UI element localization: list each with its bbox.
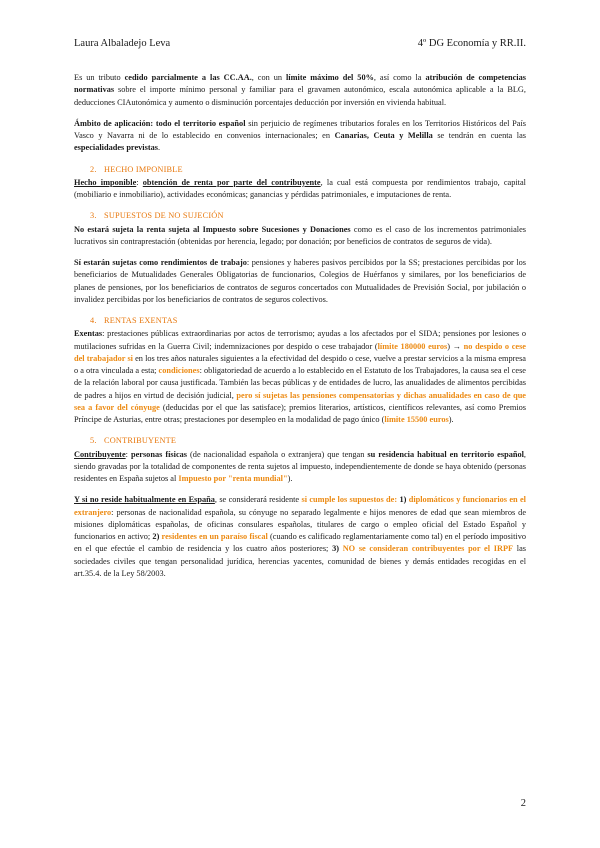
bold-text: Contribuyente bbox=[74, 449, 126, 459]
text-run: : prestaciones públicas extraordinarias por actos de terrorismo; ayudas a los afectados por el SIDA; pensiones por lesiones o mutilaciones sufridas en la Guerra Civil; indemnizaciones por despido o cese trabajador ( bbox=[74, 329, 526, 351]
section-number: 4. bbox=[90, 316, 97, 325]
text-run: , la cual está compuesta por rendimientos trabajo, capital (mobiliario e inmobiliario), actividades económicas; ganancias y pérdidas patrimoniales, e imputaciones de renta. bbox=[74, 177, 526, 199]
paragraph-cesion bbox=[74, 72, 526, 109]
highlight-text: Impuesto por "renta mundial" bbox=[178, 474, 288, 483]
bold-text: Exentas bbox=[74, 329, 103, 339]
bold-text: su residencia habitual en territorio español bbox=[367, 449, 524, 459]
document-body bbox=[74, 72, 526, 589]
text-run: : obligatoriedad de acuerdo a lo establecido en el Estatuto de los Trabajadores, la causa sea el cese de la relación laboral por causa justificada. También las becas públicas y de entidades de lucro, las anualidades de alimentos percibidas de padres a hijos en virtud de decisión judicial, bbox=[74, 366, 526, 400]
section-title: SUPUESTOS DE NO SUJECIÓN bbox=[104, 211, 224, 221]
section-heading-hecho-imponible bbox=[74, 164, 526, 176]
bold-text: Ámbito de aplicación: todo el territorio español bbox=[74, 118, 246, 128]
section-number: 2. bbox=[90, 164, 97, 174]
bold-text: obtención de renta por parte del contribuyente bbox=[142, 177, 321, 187]
bold-text: 2) bbox=[152, 532, 160, 541]
page-header bbox=[74, 38, 526, 49]
text-run: : pensiones y haberes pasivos percibidos por la SS; prestaciones percibidas por los beneficiarios de Mutualidades Generales Obligatorias de funcionarios, Colegios de Huérfanos y similares, por los beneficiarios de planes de pensiones, por los beneficiarios de contratos de seguros concertados con Mutualidades de Previsión Social, por jubilación o invalidez percibidas por los beneficiarios de contratos de seguros colectivos. bbox=[74, 258, 527, 304]
text-run: (cuando es calificado reglamentariamente como tal) en el período impositivo en el que efectúe el cambio de residencia y los cuatro años posteriores; bbox=[74, 532, 526, 554]
paragraph-no-sujeta bbox=[74, 224, 526, 249]
text-run: sin perjuicio de regímenes tributarios forales en los Territorios Históricos del País Vasco y Navarra ni de lo establecido en convenios internacionales; en bbox=[74, 118, 526, 140]
text-run: sobre el importe mínimo personal y familiar para el gravamen autonómico, escala autonómica aplicable a la BLG, deducciones CIAutonómica y aumento o disminución porcentajes deducción por inversión en vivienda habitual. bbox=[74, 85, 526, 107]
text-run: (deducidas por el que las satisface); premios literarios, artísticos, científicos relevantes, así como Premios Príncipe de Asturias, entre otras; prestaciones por desempleo en la modalidad de pago único ( bbox=[74, 402, 527, 424]
paragraph-si-sujetas bbox=[74, 257, 526, 306]
text-run: , siendo gravadas por la totalidad de componentes de renta sujetos al impuesto, independientemente de donde se haya obtenido (personas residentes en España sujetos al bbox=[74, 449, 526, 483]
text-run: se tendrán en cuenta las bbox=[432, 131, 526, 140]
text-run: , con un bbox=[251, 73, 286, 82]
highlight-text: límite 180000 euros bbox=[377, 341, 448, 351]
paragraph-contribuyente bbox=[74, 449, 526, 486]
highlight-text: pero sí sujetas las pensiones compensatorias y dichas anualidades en caso de que sea a favor del cónyuge bbox=[74, 390, 526, 412]
section-title: CONTRIBUYENTE bbox=[104, 436, 177, 446]
highlight-text: condiciones bbox=[158, 366, 200, 375]
highlight-text: diplomáticos y funcionarios en el extranjero bbox=[74, 495, 526, 517]
text-run: en los tres años naturales siguientes a la efectividad del despido o cese, vuelve a prestar servicios a la misma empresa o a otra vinculada a esta; bbox=[74, 353, 526, 375]
text-run: las sociedades civiles que tengan personalidad jurídica, herencias yacentes, comunidad de bienes y demás entidades recogidas en el art.35.4. de la Ley 58/2003. bbox=[74, 544, 526, 578]
text-run: , se considerará residente bbox=[214, 495, 302, 505]
section-heading-no-sujecion bbox=[74, 210, 526, 222]
text-run: ). bbox=[448, 415, 454, 424]
highlight-text: no despido o cese del trabajador si bbox=[74, 341, 526, 363]
text-run: como es el caso de los incrementos patrimoniales lucrativos sin contraprestación (obtenidas por herencia, legado; por donación; por beneficios de contratos de seguros de vida). bbox=[74, 224, 527, 246]
bold-text: atribución de competencias normativas bbox=[74, 73, 526, 95]
paragraph-residencia bbox=[74, 494, 526, 580]
course-name: 4º DG Economía y RR.II. bbox=[417, 38, 526, 49]
highlight-text: límite 15500 euros bbox=[384, 415, 449, 424]
paragraph-hecho-imponible bbox=[74, 177, 526, 202]
text-run: , así como la bbox=[373, 73, 426, 82]
bold-text: Sí estarán sujetas como rendimientos de trabajo bbox=[74, 258, 247, 267]
bold-text: límite máximo del 50% bbox=[286, 73, 374, 82]
bold-text: Y si no reside habitualmente en España bbox=[74, 495, 215, 505]
highlight-text: si cumple los supuestos de: bbox=[301, 495, 398, 505]
text-run: : personas de nacionalidad española, su cónyuge no separado legalmente e hijos menores de edad que sean miembros de misiones diplomáticas españolas, de oficinas consulares españolas, titulares de cargo o empleo oficial del Estado Español y funcionarios en activo; bbox=[74, 507, 526, 541]
text-run: (de nacionalidad española o extranjera) que tengan bbox=[187, 449, 368, 459]
section-heading-contribuyente bbox=[74, 435, 526, 447]
bold-text: 1) bbox=[397, 495, 409, 505]
bold-text: No estará sujeta la renta sujeta al Impuesto sobre Sucesiones y Donaciones bbox=[74, 224, 351, 234]
section-title: HECHO IMPONIBLE bbox=[104, 164, 183, 174]
author-name: Laura Albaladejo Leva bbox=[74, 38, 171, 49]
section-number: 5. bbox=[90, 436, 97, 446]
section-number: 3. bbox=[90, 211, 97, 221]
paragraph-ambito bbox=[74, 118, 526, 155]
text-run: Es un tributo bbox=[74, 73, 125, 82]
highlight-text: residentes en un paraíso fiscal bbox=[161, 532, 268, 541]
page-number: 2 bbox=[520, 798, 526, 809]
text-run: ). bbox=[287, 474, 293, 483]
section-title: RENTAS EXENTAS bbox=[104, 316, 178, 325]
bold-text: cedido parcialmente a las CC.AA. bbox=[124, 73, 252, 82]
text-run: : bbox=[125, 449, 131, 459]
text-run: . bbox=[157, 143, 161, 153]
section-heading-rentas-exentas bbox=[74, 315, 526, 327]
text-run: ) → bbox=[447, 341, 464, 351]
bold-text: personas físicas bbox=[130, 449, 188, 459]
bold-text: especialidades previstas bbox=[74, 143, 158, 153]
paragraph-exentas bbox=[74, 328, 526, 426]
bold-text: Hecho imponible bbox=[74, 177, 137, 187]
bold-text: 3) bbox=[332, 544, 339, 554]
bold-text: Canarias, Ceuta y Melilla bbox=[334, 131, 433, 140]
text-run: : bbox=[136, 177, 143, 187]
highlight-text: NO se consideran contribuyentes por el IRPF bbox=[342, 544, 514, 554]
